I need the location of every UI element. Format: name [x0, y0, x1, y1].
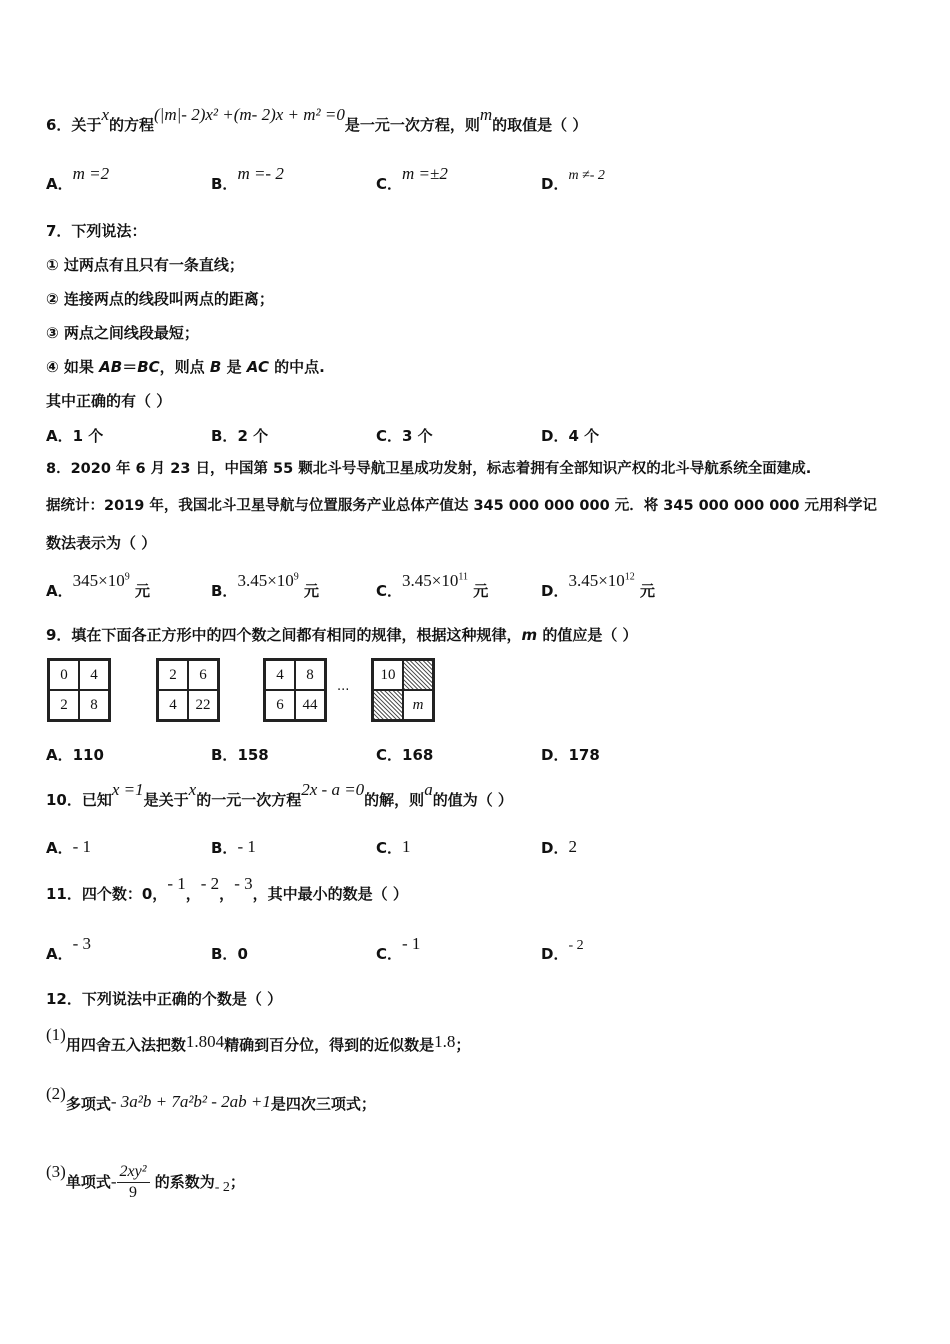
q6-var-x: x — [101, 105, 109, 124]
q9-option-c[interactable]: C．168 — [376, 746, 434, 764]
q11-option-c[interactable]: C．- 1 — [376, 934, 421, 963]
q11-option-d[interactable]: D．- 2 — [541, 938, 584, 963]
q9-square-3: 4 8 6 44 — [263, 658, 327, 722]
q9-option-b[interactable]: B．158 — [211, 746, 269, 764]
q12-item-3: (3)单项式- $\frac{\text{2xy²}}{9}$ 的系数为- 2； — [46, 1162, 245, 1201]
hatched-cell — [403, 660, 433, 690]
q7-ask: 其中正确的有（ ） — [46, 392, 172, 410]
q7-statement-4: ④ 如果 AB＝BC，则点 B 是 AC 的中点. — [46, 358, 325, 376]
q9-ellipsis: ··· — [337, 683, 350, 698]
q7-statement-3: ③ 两点之间线段最短； — [46, 324, 199, 342]
q11-option-b[interactable]: B．0 — [211, 945, 248, 963]
q8-option-b[interactable]: B．$3.45\times 10^9$ 元 — [211, 571, 320, 600]
q10-option-b[interactable]: B．- 1 — [211, 837, 256, 857]
q7-option-c[interactable]: C．3 个 — [376, 427, 433, 445]
q7-statement-1: ① 过两点有且只有一条直线； — [46, 256, 244, 274]
fraction: $\frac{\text{2xy²}}{9}$ — [117, 1162, 150, 1203]
q10-option-a[interactable]: A．- 1 — [46, 837, 92, 857]
q10-stem: 10．已知x =1是关于x的一元一次方程2x - a =0的解，则a的值为（ ） — [46, 780, 513, 809]
q8-line-3: 数法表示为（ ） — [46, 534, 157, 552]
q6-option-a[interactable]: A．m =2 — [46, 164, 110, 193]
q9-square-4: 10 m — [371, 658, 435, 722]
q10-option-d[interactable]: D．2 — [541, 837, 577, 857]
q11-option-a[interactable]: A．- 3 — [46, 934, 92, 963]
q9-option-d[interactable]: D．178 — [541, 746, 600, 764]
q7-statement-2: ② 连接两点的线段叫两点的距离； — [46, 290, 274, 308]
q8-option-c[interactable]: C．$3.45\times 10^{11}$ 元 — [376, 571, 489, 600]
q12-title: 12．下列说法中正确的个数是（ ） — [46, 990, 283, 1008]
q6-stem: 6．关于x的方程(|m|- 2)x² +(m- 2)x + m² =0是一元一次方程，则m的取值是（ ） — [46, 105, 588, 134]
q6-equation: (|m|- 2)x² +(m- 2)x + m² =0 — [154, 105, 345, 124]
q10-option-c[interactable]: C．1 — [376, 837, 411, 857]
q7-title: 7．下列说法： — [46, 222, 147, 240]
q7-option-b[interactable]: B．2 个 — [211, 427, 269, 445]
q8-option-a[interactable]: A．$345\times 10^9$ 元 — [46, 571, 150, 600]
q7-option-d[interactable]: D．4 个 — [541, 427, 600, 445]
q9-square-1: 0 4 2 8 — [47, 658, 111, 722]
q8-option-d[interactable]: D．$3.45\times 10^{12}$ 元 — [541, 571, 656, 600]
q7-option-a[interactable]: A．1 个 — [46, 427, 104, 445]
q11-stem: 11．四个数：0，- 1，- 2，- 3，其中最小的数是（ ） — [46, 874, 408, 903]
q8-line-1: 8．2020 年 6 月 23 日，中国第 55 颗北斗号导航卫星成功发射，标志着拥有全部知识产权的北斗导航系统全面建成. — [46, 461, 812, 477]
q12-item-1: (1)用四舍五入法把数1.804精确到百分位，得到的近似数是1.8； — [46, 1025, 471, 1054]
q9-stem: 9．填在下面各正方形中的四个数之间都有相同的规律，根据这种规律，m 的值应是（ ） — [46, 626, 638, 644]
q9-square-2: 2 6 4 22 — [156, 658, 220, 722]
hatched-cell — [373, 690, 403, 720]
q6-option-b[interactable]: B．m =- 2 — [211, 164, 284, 193]
q12-item-2: (2)多项式- 3a²b + 7a²b² - 2ab +1是四次三项式； — [46, 1084, 376, 1113]
q6-option-d[interactable]: D．m ≠- 2 — [541, 168, 605, 193]
q8-line-2: 据统计：2019 年，我国北斗卫星导航与位置服务产业总体产值达 345 000 000 000 元．将 345 000 000 000 元用科学记 — [46, 498, 878, 514]
q6-option-c[interactable]: C．m =±2 — [376, 164, 448, 193]
q9-option-a[interactable]: A．110 — [46, 746, 104, 764]
